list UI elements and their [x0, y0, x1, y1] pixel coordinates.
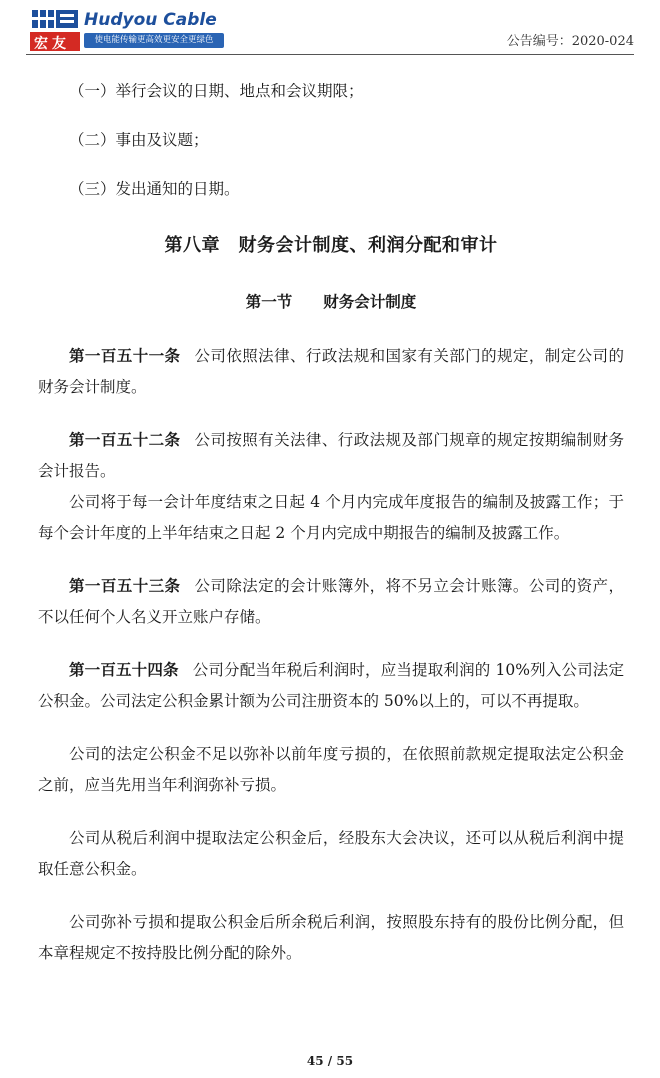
article-151 — [38, 341, 624, 403]
paragraph: 公司从税后利润中提取法定公积金后，经股东大会决议，还可以从税后利润中提取任意公积金。 — [38, 829, 624, 878]
article-152-paragraph: 公司将于每一会计年度结束之日起 4 个月内完成年度报告的编制及披露工作；于每个会计年度的上半年结束之日起 2 个月内完成中期报告的编制及披露工作。 — [38, 493, 624, 542]
company-logo — [30, 8, 217, 52]
article-text: 公司按照有关法律、行政法规及部门规章的规定按期编制财务会计报告。 — [38, 431, 624, 480]
article-label: 第一百五十一条 — [69, 347, 181, 365]
article-text: 公司分配当年税后利润时，应当提取利润的 10%列入公司法定公积金。公司法定公积金累计额为公司注册资本的 50%以上的，可以不再提取。 — [38, 661, 624, 710]
article-label: 第一百五十三条 — [69, 577, 181, 595]
list-item: （一）举行会议的日期、地点和会议期限； — [69, 82, 364, 100]
article-152 — [38, 425, 624, 487]
notice-number: 公告编号：2020-024 — [506, 34, 634, 49]
page-header — [0, 0, 660, 58]
page-number: 45 / 55 — [306, 1054, 354, 1068]
header-divider — [26, 54, 634, 55]
article-text: 公司除法定的会计账簿外，将不另立会计账簿。公司的资产，不以任何个人名义开立账户存储。 — [38, 577, 624, 626]
logo-cn-text: 宏友 — [34, 36, 70, 52]
article-text: 公司依照法律、行政法规和国家有关部门的规定，制定公司的财务会计制度。 — [38, 347, 624, 396]
paragraph: 公司弥补亏损和提取公积金后所余税后利润，按照股东持有的股份比例分配，但本章程规定不按持股比例分配的除外。 — [38, 913, 624, 962]
article-153 — [38, 571, 624, 633]
list-item: （三）发出通知的日期。 — [69, 180, 240, 198]
logo-slogan: 使电能传输更高效更安全更绿色 — [84, 33, 224, 48]
list-item: （二）事由及议题； — [69, 131, 209, 149]
paragraph: 公司的法定公积金不足以弥补以前年度亏损的，在依照前款规定提取法定公积金之前，应当先用当年利润弥补亏损。 — [38, 745, 624, 794]
article-label: 第一百五十二条 — [69, 431, 181, 449]
chapter-title: 第八章 财务会计制度、利润分配和审计 — [164, 235, 498, 256]
section-title: 第一节 财务会计制度 — [245, 293, 417, 311]
document-body — [38, 58, 624, 969]
article-label: 第一百五十四条 — [69, 661, 179, 679]
logo-en-text: Hudyou Cable — [84, 10, 217, 30]
article-154 — [38, 655, 624, 717]
